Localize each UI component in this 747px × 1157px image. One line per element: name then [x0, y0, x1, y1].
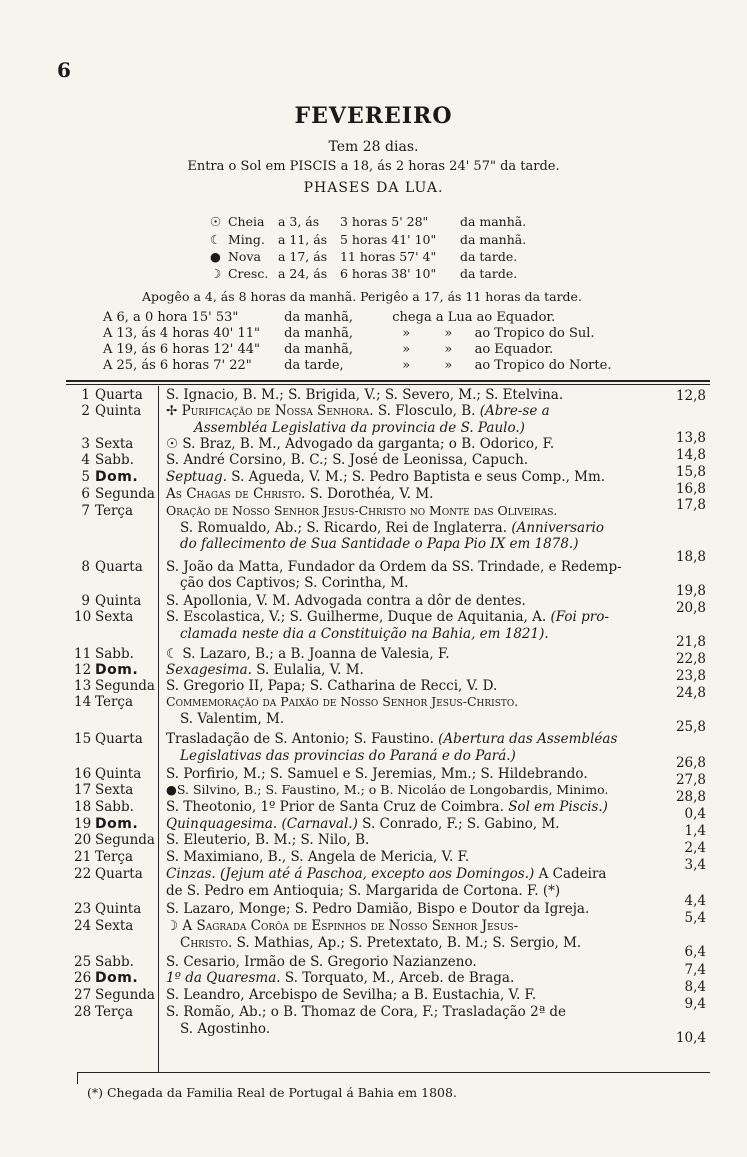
ditto-mark: »	[444, 358, 453, 373]
entry-line: S. Romualdo, Ab.; S. Ricardo, Rei de Inglaterra. (Anniversario	[180, 520, 604, 536]
moon-age: 24,8	[675, 685, 706, 701]
ditto-mark: »	[402, 326, 411, 341]
day-label: 15 Quarta	[74, 731, 143, 747]
day-label: 2 Quinta	[81, 403, 142, 419]
table-top-rule-thin	[66, 384, 710, 385]
day-label: 20 Segunda	[74, 832, 155, 848]
entry-line: Septuag. S. Agueda, V. M.; S. Pedro Baptista e seus Comp., Mm.	[166, 469, 606, 485]
apogee-perigee: Apogêo a 4, ás 8 horas da manhã. Perigêo a 17, ás 11 horas da tarde.	[142, 289, 582, 304]
entry-line: Assembléa Legislativa da provincia de S. Paulo.)	[194, 420, 525, 436]
days-count: Tem 28 dias.	[328, 139, 419, 155]
moon-age: 2,4	[684, 840, 706, 856]
day-label: 18 Sabb.	[74, 799, 134, 815]
phase-name: Ming.	[227, 232, 265, 247]
moon-age: 19,8	[675, 583, 706, 599]
day-label: 24 Sexta	[74, 918, 134, 934]
phase-row	[210, 249, 517, 264]
moon-age: 6,4	[684, 944, 706, 960]
phase-row	[210, 214, 526, 229]
entry-line: clamada neste dia a Constituição na Bahia, em 1821).	[180, 626, 549, 642]
entry-line: ●S. Silvino, B.; S. Faustino, M.; o B. Nicoláo de Longobardis, Minimo.	[166, 782, 609, 797]
new-moon-icon: ●	[166, 782, 177, 797]
entry-line: S. Lazaro, Monge; S. Pedro Damião, Bispo e Doutor da Igreja.	[166, 901, 590, 917]
day-label: 10 Sexta	[74, 609, 134, 625]
entry-line: S. Leandro, Arcebispo de Sevilha; a B. Eustachia, V. F.	[166, 987, 537, 1003]
day-label: 6 Segunda	[81, 486, 155, 502]
footnote: (*) Chegada da Familia Real de Portugal á Bahia em 1808.	[87, 1085, 457, 1100]
day-label: 16 Quinta	[74, 766, 142, 782]
entry-line: S. Gregorio II, Papa; S. Catharina de Recci, V. D.	[166, 678, 498, 694]
moon-age: 16,8	[675, 481, 706, 497]
page-number: 6	[57, 58, 71, 82]
ditto-mark: »	[402, 342, 411, 357]
entry-line: Trasladação de S. Antonio; S. Faustino. (Abertura das Assembléas	[166, 731, 618, 747]
phases-title: PHASES DA LUA.	[303, 180, 444, 196]
phase-time: 6 horas 38' 10"	[339, 266, 437, 281]
phase-period: da tarde.	[459, 249, 518, 264]
column-divider	[158, 386, 159, 1072]
equator-row	[103, 310, 555, 325]
equator-part: da manhã,	[284, 310, 354, 325]
month-title: FEVEREIRO	[294, 103, 453, 129]
phase-name: Cresc.	[227, 266, 269, 281]
moon-age: 9,4	[684, 996, 706, 1012]
full-moon-icon: ☉	[166, 436, 179, 452]
moon-age: 21,8	[675, 634, 706, 650]
phase-time: 3 horas 5' 28"	[339, 214, 429, 229]
phase-name: Nova	[227, 249, 261, 264]
new-moon-icon: ●	[210, 249, 221, 264]
day-label: 9 Quinta	[81, 593, 142, 609]
entry-line: S. André Corsino, B. C.; S. José de Leonissa, Capuch.	[166, 452, 529, 468]
day-label: 21 Terça	[74, 849, 134, 865]
moon-age: 20,8	[675, 600, 706, 616]
full-moon-icon: ☉	[210, 214, 222, 229]
ditto-mark: »	[402, 358, 411, 373]
day-label: 7 Terça	[81, 503, 134, 519]
equator-row	[103, 358, 611, 373]
equator-when: A 13, ás 4 horas 40' 11"	[103, 326, 261, 341]
entry-line: S. João da Matta, Fundador da Ordem da SS. Trindade, e Redemp-	[166, 559, 622, 575]
entry-line: Quinquagesima. (Carnaval.) S. Conrado, F.; S. Gabino, M.	[166, 816, 560, 832]
moon-age: 25,8	[675, 719, 706, 735]
table-bottom-rule	[78, 1072, 710, 1073]
moon-age: 5,4	[684, 910, 706, 926]
moon-age: 1,4	[684, 823, 706, 839]
ditto-mark: »	[444, 342, 453, 357]
day-label: 8 Quarta	[81, 559, 143, 575]
entry-line: S. Ignacio, B. M.; S. Brigida, V.; S. Severo, M.; S. Etelvina.	[166, 387, 564, 403]
equator-row	[103, 326, 595, 341]
moon-age: 4,4	[684, 893, 706, 909]
day-label: 25 Sabb.	[74, 954, 134, 970]
moon-age: 13,8	[675, 430, 706, 446]
day-label: 23 Quinta	[74, 901, 142, 917]
day-label: 5 Dom.	[81, 469, 139, 485]
entry-line: ☽ A Sagrada Corôa de Espinhos de Nosso Senhor Jesus-	[166, 918, 519, 934]
phase-time: 11 horas 57' 4"	[339, 249, 437, 264]
moon-age: 3,4	[684, 857, 706, 873]
entry-line: ☾ S. Lazaro, B.; a B. Joanna de Valesia, F.	[166, 646, 450, 662]
phase-row	[210, 232, 526, 247]
day-label: 4 Sabb.	[81, 452, 134, 468]
day-label: 26 Dom.	[74, 970, 139, 986]
moon-age: 22,8	[675, 651, 706, 667]
entry-line: de S. Pedro em Antioquia; S. Margarida de Cortona. F. (*)	[166, 883, 561, 899]
equator-text: chega a Lua ao Equador.	[392, 310, 556, 325]
first-quarter-icon: ☽	[166, 918, 179, 934]
moon-age: 0,4	[684, 806, 706, 822]
moon-age: 7,4	[684, 962, 706, 978]
equator-dest: ao Equador.	[474, 342, 554, 357]
entry-line: S. Agostinho.	[180, 1021, 271, 1037]
phase-period: da manhã.	[459, 214, 527, 229]
day-label: 1 Quarta	[81, 387, 143, 403]
entry-line: S. Romão, Ab.; o B. Thomaz de Cora, F.; Trasladação 2ª de	[166, 1004, 567, 1020]
moon-age: 23,8	[675, 668, 706, 684]
entry-line: S. Valentim, M.	[180, 711, 285, 727]
phase-name: Cheia	[227, 214, 265, 229]
day-label: 14 Terça	[74, 694, 134, 710]
day-label: 3 Sexta	[81, 436, 134, 452]
entry-line: Christo. S. Mathias, Ap.; S. Pretextato, B. M.; S. Sergio, M.	[180, 935, 582, 951]
moon-age: 28,8	[675, 789, 706, 805]
entry-line: S. Apollonia, V. M. Advogada contra a dôr de dentes.	[166, 593, 526, 609]
moon-age: 17,8	[675, 497, 706, 513]
entry-line: do fallecimento de Sua Santidade o Papa Pio IX em 1878.)	[180, 536, 579, 552]
phase-date: a 17, ás	[277, 249, 328, 264]
phase-date: a 24, ás	[277, 266, 328, 281]
entry-line: Commemoração da Paixão de Nosso Senhor Jesus-Christo.	[166, 694, 519, 709]
entry-line: 1º da Quaresma. S. Torquato, M., Arceb. de Braga.	[166, 970, 515, 986]
cross-icon: ✢	[166, 403, 178, 419]
equator-when: A 25, ás 6 horas 7' 22"	[103, 358, 252, 373]
entry-line: Legislativas das provincias do Paraná e do Pará.)	[180, 748, 516, 764]
entry-line: S. Maximiano, B., S. Angela de Mericia, V. F.	[166, 849, 470, 865]
equator-dest: ao Tropico do Sul.	[474, 326, 595, 341]
moon-age: 8,4	[684, 979, 706, 995]
moon-age: 26,8	[675, 755, 706, 771]
entry-line: Sexagesima. S. Eulalia, V. M.	[166, 662, 364, 678]
table-top-rule	[66, 380, 710, 382]
equator-part: da tarde,	[284, 358, 344, 373]
last-quarter-icon: ☾	[210, 232, 222, 247]
entry-line: S. Escolastica, V.; S. Guilherme, Duque de Aquitania, A. (Foi pro-	[166, 609, 609, 625]
entry-line: S. Eleuterio, B. M.; S. Nilo, B.	[166, 832, 370, 848]
phase-time: 5 horas 41' 10"	[339, 232, 437, 247]
equator-when: A 19, ás 6 horas 12' 44"	[103, 342, 261, 357]
moon-age: 12,8	[675, 388, 706, 404]
entry-line: S. Porfirio, M.; S. Samuel e S. Jeremias, Mm.; S. Hildebrando.	[166, 766, 588, 782]
entry-line: As Chagas de Christo. S. Dorothéa, V. M.	[166, 486, 434, 502]
day-label: 28 Terça	[74, 1004, 134, 1020]
entry-line: ção dos Captivos; S. Corintha, M.	[180, 575, 409, 591]
last-quarter-icon: ☾	[166, 646, 179, 662]
footnote-divider	[77, 1072, 78, 1084]
entry-line: Cinzas. (Jejum até á Paschoa, excepto aos Domingos.) A Cadeira	[166, 866, 607, 882]
equator-dest: ao Tropico do Norte.	[474, 358, 612, 373]
phase-date: a 11, ás	[277, 232, 328, 247]
equator-when: A 6, a 0 hora 15' 53"	[103, 310, 239, 325]
moon-age: 15,8	[675, 464, 706, 480]
ditto-mark: »	[444, 326, 453, 341]
moon-age: 14,8	[675, 447, 706, 463]
day-label: 11 Sabb.	[74, 646, 134, 662]
sun-entry: Entra o Sol em PISCIS a 18, ás 2 horas 24' 57" da tarde.	[187, 159, 560, 174]
entry-line: S. Cesario, Irmão de S. Gregorio Nazianzeno.	[166, 954, 477, 970]
day-label: 13 Segunda	[74, 678, 155, 694]
moon-age: 27,8	[675, 772, 706, 788]
entry-line: ✢ Purificação de Nossa Senhora. S. Flosculo, B. (Abre-se a	[166, 403, 550, 419]
entry-line: ☉ S. Braz, B. M., Advogado da garganta; o B. Odorico, F.	[166, 436, 555, 452]
phase-date: a 3, ás	[277, 214, 320, 229]
day-label: 22 Quarta	[74, 866, 143, 882]
day-label: 27 Segunda	[74, 987, 155, 1003]
day-label: 12 Dom.	[74, 662, 139, 678]
entry-line: S. Theotonio, 1º Prior de Santa Cruz de Coimbra. Sol em Piscis.)	[166, 799, 608, 815]
equator-part: da manhã,	[284, 326, 354, 341]
entry-line: Oração de Nosso Senhor Jesus-Christo no Monte das Oliveiras.	[166, 503, 558, 518]
phase-period: da tarde.	[459, 266, 518, 281]
equator-part: da manhã,	[284, 342, 354, 357]
phase-row	[210, 266, 517, 281]
moon-age: 18,8	[675, 549, 706, 565]
moon-age: 10,4	[675, 1030, 706, 1046]
first-quarter-icon: ☽	[210, 266, 222, 281]
day-label: 17 Sexta	[74, 782, 134, 798]
phase-period: da manhã.	[459, 232, 527, 247]
day-label: 19 Dom.	[74, 816, 139, 832]
equator-row	[103, 342, 553, 357]
